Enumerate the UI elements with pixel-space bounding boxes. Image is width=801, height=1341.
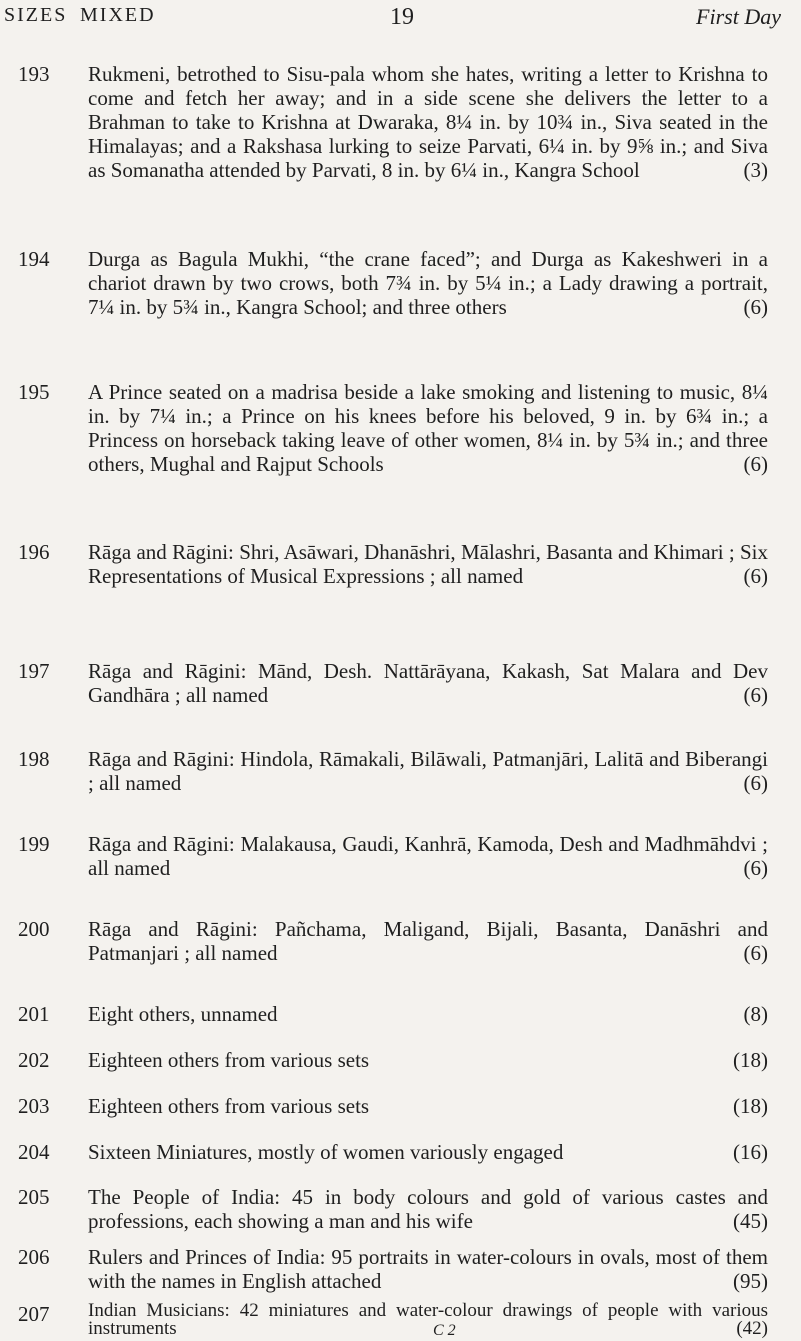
lot-quantity: (6): [743, 452, 768, 476]
signature-mark: C 2: [433, 1322, 456, 1339]
lot-quantity: (6): [743, 295, 768, 319]
lot-description: [88, 1140, 768, 1164]
lot-number: 195: [18, 380, 50, 404]
lot-description: [88, 1302, 768, 1338]
lot-description: [88, 247, 768, 319]
lot-number: 193: [18, 62, 50, 86]
lot-number: 200: [18, 917, 50, 941]
lot-number: 194: [18, 247, 50, 271]
lot-text: The People of India: 45 in body colours and gold of various castes and professions, each showing a man and his wife: [88, 1185, 768, 1233]
header-day: First Day: [696, 4, 781, 29]
lot-description: [88, 1185, 768, 1233]
lot-number: 206: [18, 1245, 50, 1269]
lot-description: [88, 747, 768, 795]
lot-text: Durga as Bagula Mukhi, “the crane faced”; and Durga as Kakeshweri in a chariot drawn by two crows, both 7¾ in. by 5¼ in.; a Lady drawing a portrait, 7¼ in. by 5¾ in., Kangra School; and three others: [88, 247, 768, 319]
lot-description: [88, 540, 768, 588]
lot-text: Eight others, unnamed: [88, 1002, 278, 1026]
lot-number: 201: [18, 1002, 50, 1026]
lot-number: 202: [18, 1048, 50, 1072]
lot-description: [88, 832, 768, 880]
lot-description: [88, 917, 768, 965]
lot-quantity: (42): [736, 1318, 768, 1339]
page-number: 19: [390, 4, 414, 30]
lot-text: Sixteen Miniatures, mostly of women variously engaged: [88, 1140, 564, 1164]
lot-number: 205: [18, 1185, 50, 1209]
lot-quantity: (45): [733, 1209, 768, 1233]
header-sizes: SIZES: [4, 4, 68, 26]
lot-text: Rulers and Princes of India: 95 portraits in water-colours in ovals, most of them with the names in English attached: [88, 1245, 768, 1293]
lot-text: Rāga and Rāgini: Shri, Asāwari, Dhanāshri, Mālashri, Basanta and Khimari ; Six Representations of Musical Expressions ; all named: [88, 540, 768, 588]
lot-number: 207: [18, 1302, 50, 1326]
lot-text: Rāga and Rāgini: Pañchama, Maligand, Bijali, Basanta, Danāshri and Patmanjari ; all named: [88, 917, 768, 965]
lot-description: [88, 1048, 768, 1072]
lot-description: [88, 62, 768, 182]
lot-quantity: (6): [743, 771, 768, 795]
lot-text: Eighteen others from various sets: [88, 1048, 370, 1072]
lot-quantity: (18): [733, 1094, 768, 1118]
lot-description: [88, 1002, 768, 1026]
header-mixed: MIXED: [80, 4, 156, 26]
lot-quantity: (6): [743, 856, 768, 880]
lot-number: 198: [18, 747, 50, 771]
lot-quantity: (8): [743, 1002, 768, 1026]
lot-number: 204: [18, 1140, 50, 1164]
lot-quantity: (6): [743, 564, 768, 588]
lot-text: Indian Musicians: 42 miniatures and water-colour drawings of people with various instruments: [88, 1300, 768, 1339]
lot-description: [88, 1245, 768, 1293]
lot-quantity: (3): [743, 158, 768, 182]
lot-description: [88, 659, 768, 707]
lot-text: Rāga and Rāgini: Mānd, Desh. Nattārāyana, Kakash, Sat Malara and Dev Gandhāra ; all named: [88, 659, 768, 707]
lot-quantity: (18): [733, 1048, 768, 1072]
lot-text: Rāga and Rāgini: Hindola, Rāmakali, Bilāwali, Patmanjāri, Lalitā and Biberangi ; all named: [88, 747, 768, 795]
lot-number: 199: [18, 832, 50, 856]
lot-quantity: (6): [743, 683, 768, 707]
lot-description: [88, 380, 768, 476]
lot-number: 197: [18, 659, 50, 683]
lot-text: Rāga and Rāgini: Malakausa, Gaudi, Kanhrā, Kamoda, Desh and Madhmāhdvi ; all named: [88, 832, 768, 880]
lot-quantity: (95): [733, 1269, 768, 1293]
lot-text: Rukmeni, betrothed to Sisu-pala whom she hates, writing a letter to Krishna to come and fetch her away; and in a side scene she delivers the letter to a Brahman to take to Krishna at Dwaraka, 8¼ in. by 10¾ in., Siva seated in the Himalayas; and a Rakshasa lurking to seize Parvati, 6¼ in. by 9⅝ in.; and Siva as Somanatha attended by Parvati, 8 in. by 6¼ in., Kangra School: [88, 62, 768, 182]
lot-number: 196: [18, 540, 50, 564]
lot-number: 203: [18, 1094, 50, 1118]
lot-text: Eighteen others from various sets: [88, 1094, 370, 1118]
page-header: [0, 4, 801, 34]
lot-quantity: (6): [743, 941, 768, 965]
lot-text: A Prince seated on a madrisa beside a lake smoking and listening to music, 8¼ in. by 7¼ in.; a Prince on his knees before his beloved, 9 in. by 6¾ in.; a Princess on horseback taking leave of other women, 8¼ in. by 5¾ in.; and three others, Mughal and Rajput Schools: [88, 380, 768, 476]
lot-quantity: (16): [733, 1140, 768, 1164]
lot-description: [88, 1094, 768, 1118]
